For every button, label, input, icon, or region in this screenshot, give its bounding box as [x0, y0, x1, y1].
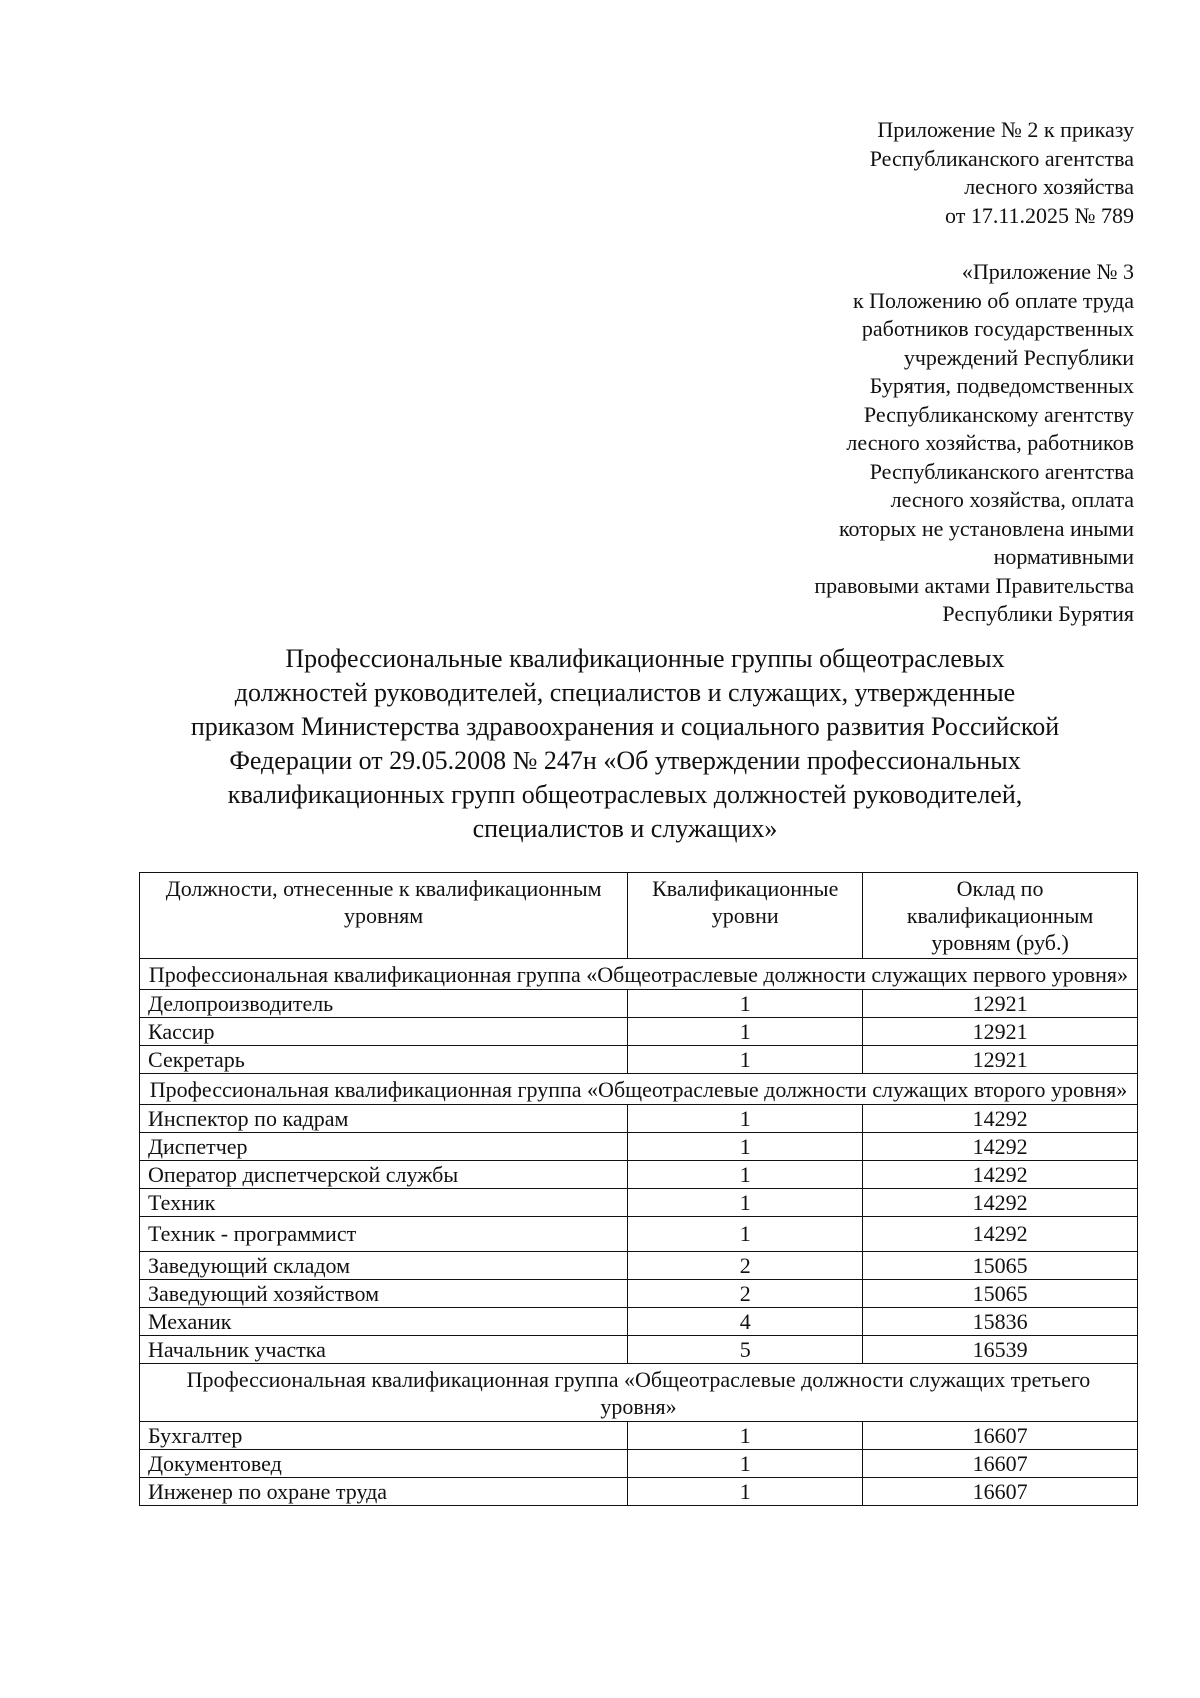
group-title: Профессиональная квалификационная группа «Общеотраслевые должности служащих второго уровня»	[140, 1074, 1138, 1105]
table-row	[140, 1252, 1138, 1280]
title-line: квалификационных групп общеотраслевых должностей руководителей,	[227, 780, 1023, 809]
title-line: приказом Министерства здравоохранения и социального развития Российской	[190, 712, 1060, 741]
cell-level: 1	[628, 1018, 863, 1046]
group-row	[140, 959, 1138, 990]
cell-salary: 14292	[863, 1161, 1138, 1189]
title-line: должностей руководителей, специалистов и служащих, утвержденные	[234, 678, 1016, 707]
cell-salary: 12921	[863, 1046, 1138, 1074]
table-row	[140, 1161, 1138, 1189]
cell-salary: 16607	[863, 1478, 1138, 1506]
cell-position: Техник	[140, 1189, 628, 1217]
cell-salary: 15065	[863, 1252, 1138, 1280]
annex-regulation-line: «Приложение № 3	[961, 259, 1134, 284]
annex-regulation-line: Бурятия, подведомственных	[869, 373, 1134, 398]
annex-regulation-line: правовыми актами Правительства	[814, 572, 1134, 598]
cell-salary: 15836	[863, 1308, 1138, 1336]
cell-level: 1	[628, 1450, 863, 1478]
cell-position: Инспектор по кадрам	[140, 1105, 628, 1133]
table-row	[140, 1046, 1138, 1074]
cell-level: 1	[628, 1161, 863, 1189]
title-line: Федерации от 29.05.2008 № 247н «Об утверждении профессиональных	[229, 746, 1021, 775]
cell-level: 2	[628, 1280, 863, 1308]
annex-regulation-block	[574, 258, 1134, 629]
annex-regulation-line: Республиканскому агентству	[863, 401, 1134, 427]
cell-position: Секретарь	[140, 1046, 628, 1074]
cell-salary: 15065	[863, 1280, 1138, 1308]
cell-level: 1	[628, 1133, 863, 1161]
cell-salary: 12921	[863, 990, 1138, 1018]
annex-order-line: Приложение № 2 к приказу	[877, 117, 1134, 142]
annex-regulation-line: Республики Бурятия	[942, 601, 1134, 626]
cell-level: 1	[628, 990, 863, 1018]
cell-position: Техник - программист	[140, 1217, 628, 1252]
title-line: специалистов и служащих»	[472, 814, 778, 843]
cell-position: Инженер по охране труда	[140, 1478, 628, 1506]
cell-salary: 16539	[863, 1336, 1138, 1364]
annex-order-block	[574, 116, 1134, 230]
annex-regulation-line: Республиканского агентства	[869, 458, 1134, 484]
group-title: Профессиональная квалификационная группа «Общеотраслевые должности служащих первого уровня»	[140, 959, 1138, 990]
table-row	[140, 1018, 1138, 1046]
annex-regulation-line: лесного хозяйства, оплата	[890, 487, 1134, 512]
cell-position: Механик	[140, 1308, 628, 1336]
table-row	[140, 990, 1138, 1018]
cell-position: Документовед	[140, 1450, 628, 1478]
annex-order-line: от 17.11.2025 № 789	[945, 202, 1134, 228]
table-row	[140, 1133, 1138, 1161]
cell-position: Делопроизводитель	[140, 990, 628, 1018]
annex-gap	[574, 230, 1134, 258]
cell-level: 1	[628, 1422, 863, 1450]
annex-regulation-line: лесного хозяйства, работников	[846, 430, 1134, 455]
table-header	[140, 873, 1138, 959]
annex-regulation-line: к Положению об оплате труда	[852, 287, 1134, 313]
cell-salary: 14292	[863, 1133, 1138, 1161]
cell-position: Начальник участка	[140, 1336, 628, 1364]
cell-level: 1	[628, 1217, 863, 1252]
table-row	[140, 1189, 1138, 1217]
annex-regulation-line: нормативными	[993, 544, 1134, 569]
cell-level: 1	[628, 1105, 863, 1133]
table-row	[140, 1450, 1138, 1478]
cell-level: 1	[628, 1478, 863, 1506]
cell-salary: 16607	[863, 1422, 1138, 1450]
annex-regulation-line: которых не установлена иными	[838, 515, 1134, 541]
table-row	[140, 1217, 1138, 1252]
title-line: Профессиональные квалификационные группы общеотраслевых	[285, 644, 1005, 673]
cell-position: Кассир	[140, 1018, 628, 1046]
annex-order-line: Республиканского агентства	[869, 145, 1134, 171]
table-row	[140, 1422, 1138, 1450]
table-body	[140, 959, 1138, 1506]
cell-position: Диспетчер	[140, 1133, 628, 1161]
group-title: Профессиональная квалификационная группа «Общеотраслевые должности служащих третьего уровня»	[140, 1364, 1138, 1422]
cell-level: 4	[628, 1308, 863, 1336]
table-row	[140, 1478, 1138, 1506]
cell-salary: 14292	[863, 1105, 1138, 1133]
table-row	[140, 1105, 1138, 1133]
cell-level: 1	[628, 1046, 863, 1074]
cell-salary: 12921	[863, 1018, 1138, 1046]
cell-level: 5	[628, 1336, 863, 1364]
group-row	[140, 1364, 1138, 1422]
annex-regulation-line: учреждений Республики	[903, 344, 1134, 370]
qualification-table	[139, 872, 1138, 1506]
cell-position: Заведующий складом	[140, 1252, 628, 1280]
cell-level: 2	[628, 1252, 863, 1280]
header-salary: Оклад по квалификационным уровням (руб.)	[863, 873, 1138, 959]
cell-position: Оператор диспетчерской службы	[140, 1161, 628, 1189]
table-row	[140, 1336, 1138, 1364]
annex-regulation-line: работников государственных	[861, 316, 1134, 341]
table-row	[140, 1308, 1138, 1336]
table-header-row	[140, 873, 1138, 959]
header-level: Квалификационные уровни	[628, 873, 863, 959]
cell-position: Заведующий хозяйством	[140, 1280, 628, 1308]
annex-order-line: лесного хозяйства	[964, 174, 1134, 199]
cell-position: Бухгалтер	[140, 1422, 628, 1450]
header-position: Должности, отнесенные к квалификационным уровням	[140, 873, 628, 959]
table-row	[140, 1280, 1138, 1308]
cell-level: 1	[628, 1189, 863, 1217]
group-row	[140, 1074, 1138, 1105]
annex-header	[574, 116, 1134, 629]
cell-salary: 14292	[863, 1189, 1138, 1217]
cell-salary: 16607	[863, 1450, 1138, 1478]
cell-salary: 14292	[863, 1217, 1138, 1252]
document-title	[120, 642, 1130, 846]
